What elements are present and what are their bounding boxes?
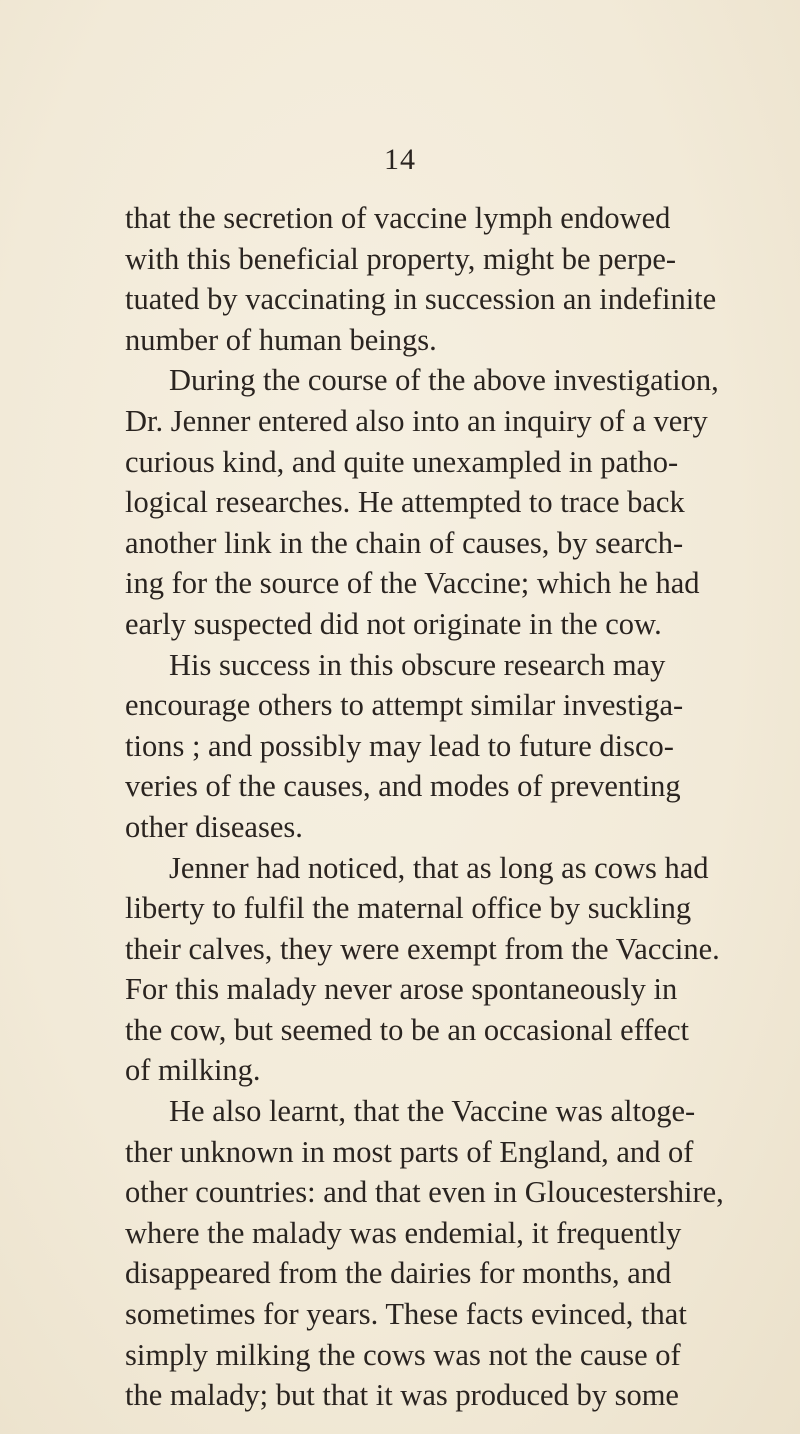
text-line: ing for the source of the Vaccine; which he had xyxy=(125,566,700,601)
text-line: another link in the chain of causes, by search- xyxy=(125,525,684,560)
text-line: the cow, but seemed to be an occasional effect xyxy=(125,1012,690,1047)
body-text xyxy=(125,198,775,1416)
text-line: other diseases. xyxy=(125,809,303,844)
text-line: simply milking the cows was not the cause of xyxy=(125,1337,681,1372)
text-line: encourage others to attempt similar investiga- xyxy=(125,688,684,723)
text-line: where the malady was endemial, it frequently xyxy=(125,1215,682,1250)
text-line: Dr. Jenner entered also into an inquiry of a very xyxy=(125,403,708,438)
text-line: number of human beings. xyxy=(125,322,437,357)
text-line: of milking. xyxy=(125,1053,261,1088)
text-line: with this beneficial property, might be perpe- xyxy=(125,241,677,276)
paragraph-start-line: His success in this obscure research may xyxy=(169,647,666,682)
text-line: the malady; but that it was produced by some xyxy=(125,1378,679,1413)
text-line: early suspected did not originate in the cow. xyxy=(125,606,662,641)
text-line: sometimes for years. These facts evinced, that xyxy=(125,1297,687,1332)
text-line: that the secretion of vaccine lymph endowed xyxy=(125,201,671,235)
text-line: liberty to fulfil the maternal office by suckling xyxy=(125,891,692,926)
page-number: 14 xyxy=(384,143,416,176)
text-line: tuated by vaccinating in succession an indefinite xyxy=(125,282,717,317)
text-line: their calves, they were exempt from the Vaccine. xyxy=(125,931,720,966)
text-line: For this malady never arose spontaneously in xyxy=(125,972,678,1007)
text-line: disappeared from the dairies for months, and xyxy=(125,1256,672,1291)
text-line: other countries: and that even in Gloucestershire, xyxy=(125,1175,724,1210)
text-line: curious kind, and quite unexampled in patho- xyxy=(125,444,679,479)
paragraph-start-line: Jenner had noticed, that as long as cows had xyxy=(169,850,709,885)
text-line: ther unknown in most parts of England, and of xyxy=(125,1134,694,1169)
paragraph-start-line: He also learnt, that the Vaccine was altoge- xyxy=(169,1094,696,1129)
paragraph-start-line: During the course of the above investigation, xyxy=(169,363,719,398)
text-line: veries of the causes, and modes of preventing xyxy=(125,769,681,804)
text-line: logical researches. He attempted to trace back xyxy=(125,485,685,520)
text-line: tions ; and possibly may lead to future disco- xyxy=(125,728,674,763)
